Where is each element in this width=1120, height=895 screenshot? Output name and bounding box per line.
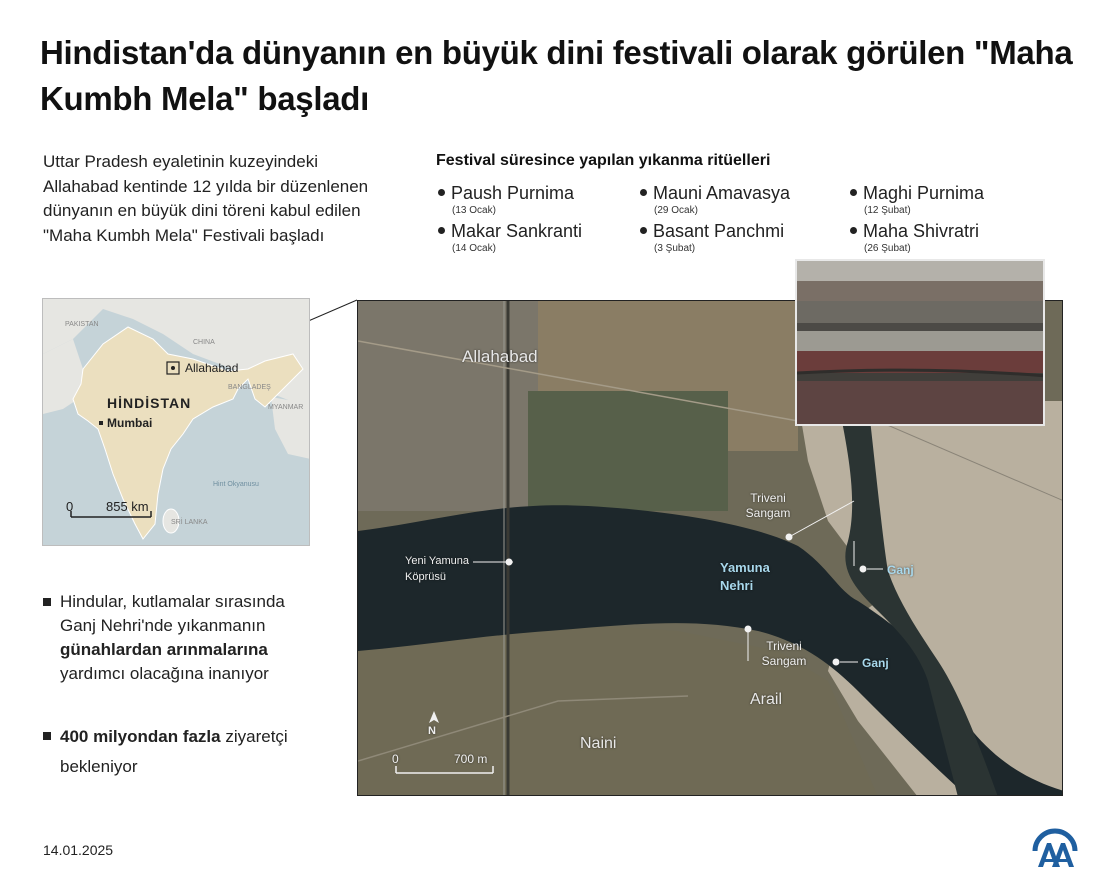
label-allahabad: Allahabad <box>462 347 538 366</box>
bullet-beliefs <box>43 590 293 686</box>
label-ganj-1: Ganj <box>887 563 914 577</box>
inset-map <box>42 298 310 546</box>
label-triveni-1: Triveni Sangam <box>745 491 791 520</box>
bullet-text: Hindular, kutlamalar sırasında Ganj Nehri'nde yıkanmanın <box>60 592 285 635</box>
ritual-name: Mauni Amavasya <box>653 183 791 203</box>
scale-end: 855 km <box>106 499 149 514</box>
headline: Hindistan'da dünyanın en büyük dini festivali olarak görülen "Maha Kumbh Mela" başladı <box>40 34 1073 117</box>
ritual-date: (14 Ocak) <box>452 243 496 254</box>
label-china: CHINA <box>193 339 215 346</box>
crowd-photo <box>795 259 1045 426</box>
intro-paragraph: Uttar Pradesh eyaletinin kuzeyindeki Allahabad kentinde 12 yılda bir düzenlenen dünyanın en büyük dini töreni kabul edilen "Maha Kumbh Mela" Festivali başladı <box>43 152 369 245</box>
label-yamuna: Yamuna Nehri <box>720 560 770 593</box>
label-allahabad-inset: Allahabad <box>185 361 239 375</box>
ritual-date: (29 Ocak) <box>654 205 698 216</box>
bullet-square-icon <box>43 598 51 606</box>
bullet-text: yardımcı olacağına inanıyor <box>60 664 269 683</box>
ritual-date: (26 Şubat) <box>864 243 911 254</box>
scale-start: 0 <box>66 499 74 514</box>
bullet-square-icon <box>43 732 51 740</box>
label-triveni-2: Triveni Sangam <box>761 639 807 668</box>
label-mumbai: Mumbai <box>107 416 153 430</box>
aa-logo-icon <box>1030 825 1080 869</box>
ritual-date: (3 Şubat) <box>654 243 696 254</box>
ritual-name: Basant Panchmi <box>653 221 785 241</box>
ritual-date: (13 Ocak) <box>452 205 496 216</box>
label-arail: Arail <box>750 691 783 708</box>
label-naini: Naini <box>580 735 617 752</box>
ritual-name: Maghi Purnima <box>863 183 985 203</box>
ritual-name: Maha Shivratri <box>863 221 980 241</box>
label-ocean: Hint Okyanusu <box>213 481 259 488</box>
crowd-photo-graphic <box>797 261 1045 426</box>
label-pakistan: PAKISTAN <box>65 321 99 328</box>
label-bangladesh: BANGLADEŞ <box>228 384 271 391</box>
scale-start-main: 0 <box>392 752 399 766</box>
north-label: N <box>428 725 436 737</box>
bullet-bold-text: 400 milyondan fazla <box>60 727 221 746</box>
ritual-date: (12 Şubat) <box>864 205 911 216</box>
bullet-bold-text: günahlardan arınmalarına <box>60 640 268 659</box>
india-map-graphic <box>43 299 310 546</box>
aa-logo <box>1030 825 1080 869</box>
bullet-visitors <box>43 722 293 782</box>
label-srilanka: SRİ LANKA <box>171 519 208 526</box>
rituals-title: Festival süresince yapılan yıkanma ritüelleri <box>436 152 771 169</box>
bullet-text: ziyaretçi bekleniyor <box>60 727 288 776</box>
label-ganj-2: Ganj <box>862 656 889 670</box>
label-bridge: Yeni Yamuna Köprüsü <box>405 555 470 583</box>
mumbai-marker-icon <box>99 421 103 425</box>
ritual-name: Makar Sankranti <box>451 221 583 241</box>
date: 14.01.2025 <box>43 842 114 858</box>
label-myanmar: MYANMAR <box>268 404 304 411</box>
scale-end-main: 700 m <box>454 752 488 766</box>
ritual-name: Paush Purnima <box>451 183 575 203</box>
label-country: HİNDİSTAN <box>107 395 192 411</box>
